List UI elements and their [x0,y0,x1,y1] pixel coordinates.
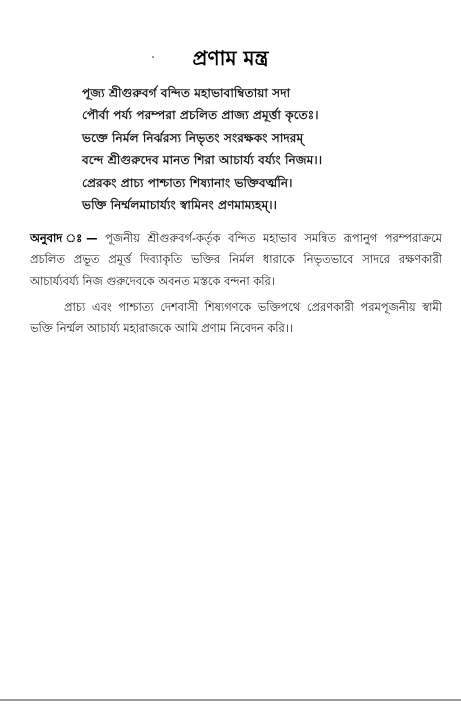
verse-line: ভক্তে নির্মল নির্ঝরস্য নিভৃতং সংরক্ষকং সাদরম্ [82,130,304,145]
verse-block [82,82,442,216]
verse-line: ভক্তি নির্ম্মলমাচার্য্যং স্বামিনং প্রণমাম্যহম্।। [82,198,277,213]
verse-line: পূজ্য শ্রীগুরুবর্গ বন্দিত মহাভাবাম্বিতায়া সদা [82,86,291,100]
dedication-paragraph: প্রাচ্য এবং পাশ্চাত্য দেশবাসী শিষ্যগণকে ভক্তিপথে প্রেরণকারী পরমপূজনীয় স্বামী ভক্তি নির্ম্মল আচার্য্য মহারাজকে আমি প্রণাম নিবেদন করি।। [30,300,442,336]
verse-line: বন্দে শ্রীগুরুদেব মানত শিরা আচার্য্য বর্য্যং নিজম।। [82,153,323,168]
translation-label: অনুবাদ ঃ— [30,231,98,245]
translation-paragraph [30,228,442,292]
page-title: প্রণাম মন্ত্র [192,46,269,70]
print-speck [152,56,154,58]
verse-line: প্রেরকং প্রাচ্য পাশ্চাত্য শিষ্যানাং ভক্তিবর্ত্মনি। [82,175,293,190]
page-bottom-rule [0,699,461,701]
verse-line: পৌর্বা পর্য্য পরম্পরা প্রচলিত প্রাজ্য প্রমূর্ত্তা কৃতেঃ। [82,108,319,123]
translation-text: পূজনীয় শ্রীগুরুবর্গ-কর্তৃক বন্দিত মহাভাব সমন্বিত রূপানুগ পরম্পরাক্রমে প্রচলিত প্রভূত প্রমূর্ত্ত দিব্যাকৃতি ভক্তির নির্মল ধারাকে নিভৃতভাবে সাদরে রক্ষণকারী আচার্য্যবর্য্য নিজ গুরুদেবকে অবনত মস্তকে বন্দনা করি। [30,231,442,288]
